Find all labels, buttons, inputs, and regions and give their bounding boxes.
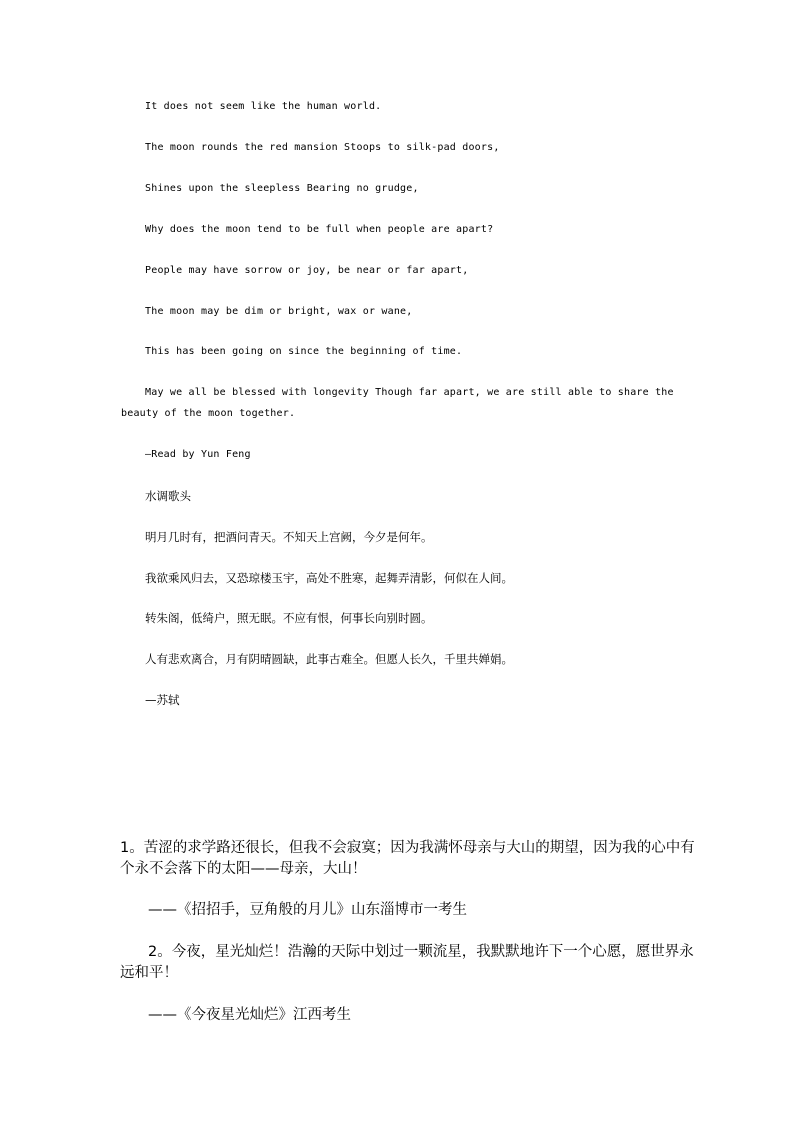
english-line-2: The moon rounds the red mansion Stoops to silk-pad doors, [145,142,500,153]
english-line-8a: May we all be blessed with longevity Though far apart, we are still able to share the [145,387,674,398]
chinese-line-4: 人有悲欢离合，月有阴晴圆缺，此事古难全。但愿人长久，千里共婵娟。 [145,652,513,666]
english-line-8b: beauty of the moon together. [121,408,296,419]
english-line-5: People may have sorrow or joy, be near or far apart, [145,265,469,276]
english-line-4: Why does the moon tend to be full when people are apart? [145,224,494,235]
chinese-author: —苏轼 [145,693,180,707]
chinese-line-3: 转朱阁，低绮户，照无眠。不应有恨，何事长向别时圆。 [145,611,433,625]
chinese-poem-title: 水调歌头 [145,489,191,503]
english-line-6: The moon may be dim or bright, wax or wane, [145,306,413,317]
excerpt-2-line-2: 远和平！ [120,965,178,981]
excerpt-2-source: ——《今夜星光灿烂》江西考生 [148,1007,351,1023]
english-line-1: It does not seem like the human world. [145,101,382,112]
english-credit: —Read by Yun Feng [145,449,251,460]
chinese-line-2: 我欲乘风归去，又恐琼楼玉宇，高处不胜寒，起舞弄清影，何似在人间。 [145,571,513,585]
chinese-line-1: 明月几时有，把酒问青天。不知天上宫阙，今夕是何年。 [145,530,433,544]
excerpt-1-line-2: 个永不会落下的太阳——母亲，大山！ [120,861,367,877]
english-line-7: This has been going on since the beginning of time. [145,346,463,357]
excerpt-1-source: ——《招招手，豆角般的月儿》山东淄博市一考生 [148,902,467,918]
excerpt-1-line-1: 1。苦涩的求学路还很长，但我不会寂寞；因为我满怀母亲与大山的期望，因为我的心中有 [120,840,695,856]
english-line-3: Shines upon the sleepless Bearing no grudge, [145,183,419,194]
excerpt-2-line-1: 2。今夜，星光灿烂！浩瀚的天际中划过一颗流星，我默默地许下一个心愿，愿世界永 [148,944,694,960]
